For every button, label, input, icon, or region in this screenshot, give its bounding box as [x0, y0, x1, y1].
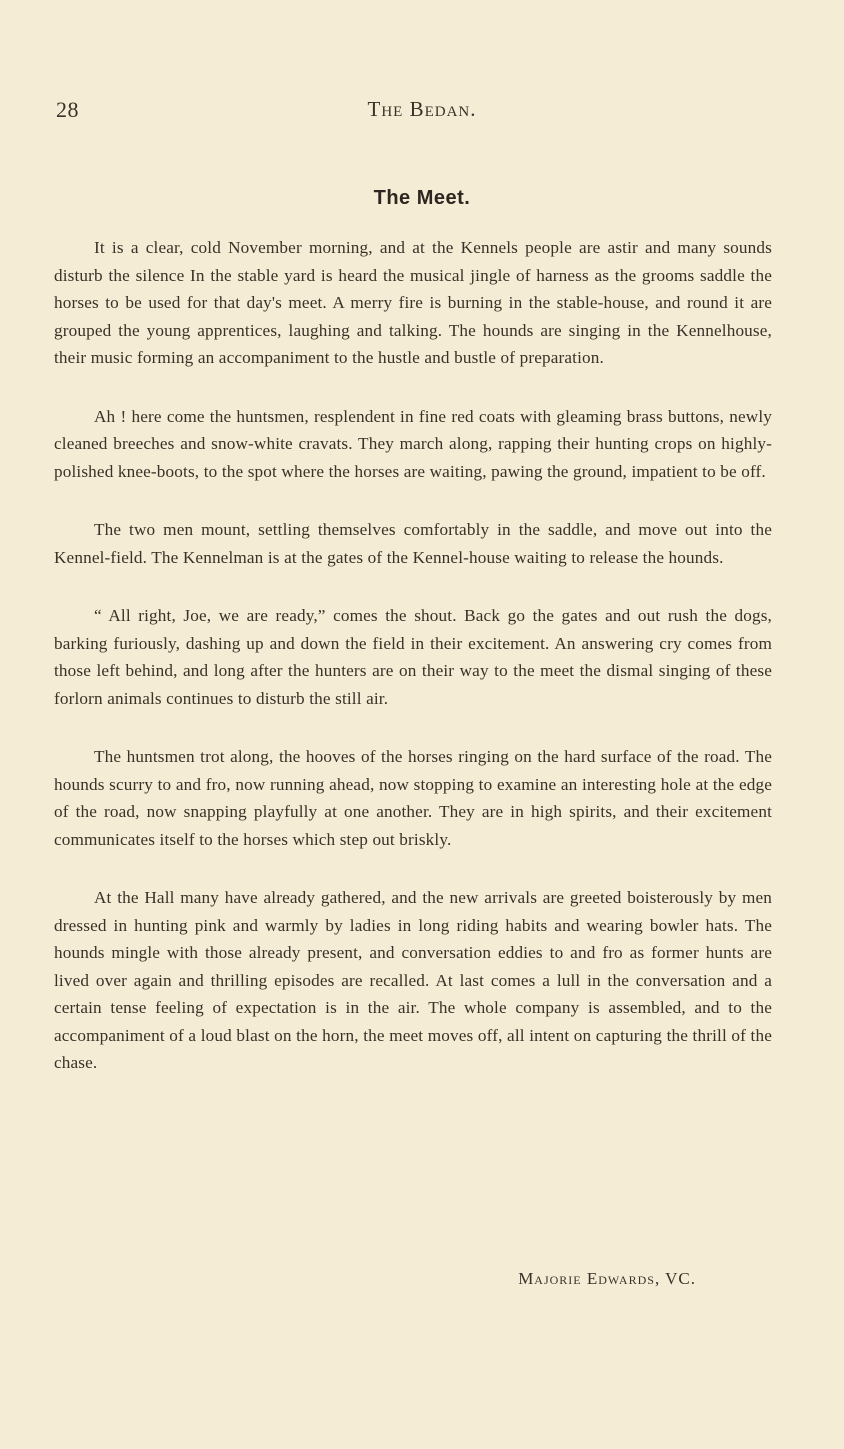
paragraph: “ All right, Joe, we are ready,” comes the shout. Back go the gates and out rush the dogs, barking furiously, dashing up and down the field in their excitement. An answering cry comes from those left behind, and long after the hunters are on their way to the meet the dismal singing of these forlorn animals continues to disturb the still air. — [54, 606, 772, 708]
running-head: The Bedan. — [367, 97, 477, 121]
paragraph: Ah ! here come the huntsmen, resplendent in fine red coats with gleaming brass buttons, newly cleaned breeches and snow-white cravats. They march along, rapping their hunting crops on highly-polished knee-boots, to the spot where the horses are waiting, pawing the ground, impatient to be off. — [54, 406, 772, 481]
page-number: 28 — [56, 97, 79, 122]
article-body — [54, 234, 772, 1108]
article-title: The Meet. — [373, 187, 471, 209]
paragraph: At the Hall many have already gathered, and the new arrivals are greeted boisterously by men dressed in hunting pink and warmly by ladies in long riding habits and wearing bowler hats. The hounds mingle with those already present, and conversation eddies to and fro as former hunts are lived over again and thrilling episodes are recalled. At last comes a lull in the conversation and a certain tense feeling of expectation is in the air. The whole company is assembled, and to the accompaniment of a loud blast on the horn, the meet moves off, all intent on capturing the thrill of the chase. — [54, 888, 772, 1072]
paragraph: The huntsmen trot along, the hooves of the horses ringing on the hard surface of the road. The hounds scurry to and fro, now running ahead, now stopping to examine an interesting hole at the edge of the road, now snapping playfully at one another. They are in high spirits, and their excitement communicates itself to the horses which step out briskly. — [54, 747, 772, 849]
paragraph: It is a clear, cold November morning, and at the Kennels people are astir and many sounds disturb the silence In the stable yard is heard the musical jingle of harness as the grooms saddle the horses to be used for that day's meet. A merry fire is burning in the stable-house, and round it are grouped the young apprentices, laughing and talking. The hounds are singing in the Kennelhouse, their music forming an accompaniment to the hustle and bustle of preparation. — [54, 238, 772, 367]
paragraph: The two men mount, settling themselves comfortably in the saddle, and move out into the Kennel-field. The Kennelman is at the gates of the Kennel-house waiting to release the hounds. — [54, 520, 772, 567]
author-signature: Majorie Edwards, VC. — [518, 1269, 696, 1288]
